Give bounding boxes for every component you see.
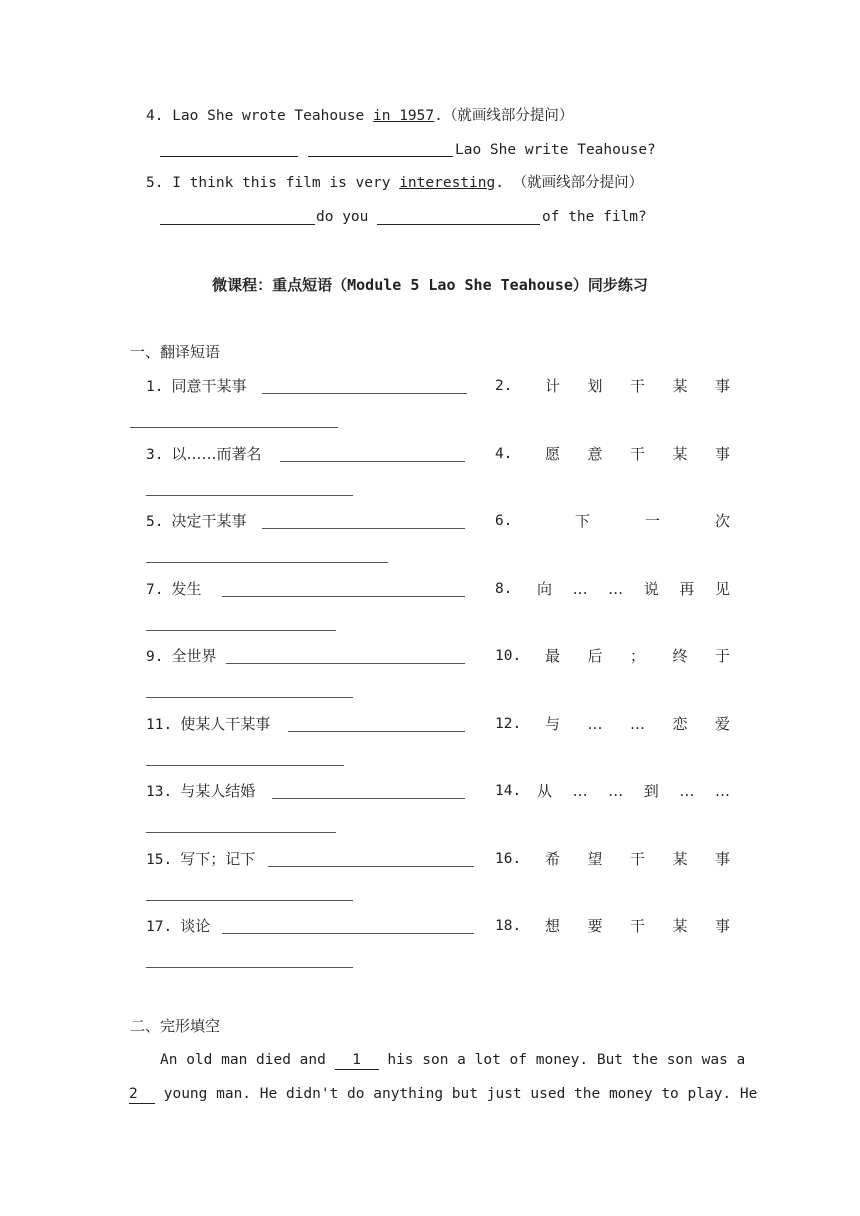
phrase-item-left	[146, 444, 261, 465]
answer-tail: Lao She write Teahouse?	[455, 142, 656, 158]
phrase-char: 恋	[672, 714, 688, 733]
phrase-item-right	[537, 781, 730, 801]
phrase-number: 14.	[495, 783, 522, 799]
phrase-char: 终	[672, 647, 688, 665]
section-title: 微课程：重点短语（Module 5 Lao She Teahouse）同步练习	[212, 276, 648, 294]
question-punct: .	[434, 108, 443, 124]
cloze-text: young man. He didn't do anything but just used the money to play. He	[155, 1086, 758, 1102]
phrase-char: 爱	[714, 714, 730, 733]
phrase-item-right	[545, 916, 730, 936]
phrase-number: 9.	[146, 649, 164, 665]
phrase-number: 1.	[146, 379, 164, 395]
phrase-char: 某	[672, 444, 688, 463]
answer-tail: of the film?	[542, 209, 647, 225]
phrase-item-right	[545, 646, 730, 666]
phrase-number: 2.	[495, 378, 513, 394]
answer-mid: do you	[316, 209, 369, 225]
phrase-char: 愿	[545, 444, 561, 463]
phrase-number: 13.	[146, 784, 173, 800]
answer-line[interactable]	[288, 731, 465, 732]
phrase-char: 干	[629, 444, 645, 463]
phrase-char: 某	[672, 377, 688, 395]
question-text: Lao She wrote Teahouse	[172, 108, 373, 124]
phrase-char: 次	[714, 512, 730, 530]
phrase-char: 到	[643, 782, 659, 800]
phrase-item-right	[545, 444, 730, 464]
phrase-char: 干	[629, 917, 645, 935]
instruction: （就画线部分提问）	[512, 175, 644, 191]
phrase-char: …	[608, 782, 624, 800]
answer-line[interactable]	[130, 427, 338, 428]
phrase-text: 决定干某事	[171, 512, 247, 530]
instruction: （就画线部分提问）	[442, 108, 574, 124]
phrase-char: 说	[643, 579, 659, 598]
phrase-number: 7.	[146, 581, 164, 598]
answer-line[interactable]	[146, 900, 353, 901]
phrase-char: 某	[672, 917, 688, 935]
phrase-char: …	[572, 579, 588, 598]
question-5	[146, 173, 643, 193]
phrase-char: 干	[629, 377, 645, 395]
answer-line[interactable]	[146, 630, 336, 631]
phrase-char: 事	[714, 377, 730, 395]
question-number: 4.	[146, 108, 164, 124]
phrase-char: 干	[629, 849, 645, 868]
cloze-line-1	[160, 1050, 745, 1070]
phrase-char: 一	[644, 512, 660, 530]
answer-line[interactable]	[268, 866, 474, 867]
phrase-item-right	[537, 579, 730, 599]
phrase-char: …	[629, 714, 645, 733]
cloze-text: An old man died and	[160, 1052, 335, 1068]
phrase-number: 3.	[146, 446, 164, 463]
phrase-number: 18.	[495, 918, 522, 934]
answer-line[interactable]	[146, 697, 353, 698]
phrase-item-left	[146, 781, 255, 802]
phrase-char: 最	[545, 647, 561, 665]
phrase-number: 10.	[495, 648, 522, 664]
phrase-char: …	[587, 714, 603, 733]
answer-line[interactable]	[146, 765, 344, 766]
answer-blank[interactable]	[308, 156, 453, 157]
phrase-char: …	[715, 782, 730, 800]
phrase-number: 17.	[146, 919, 173, 935]
answer-line[interactable]	[146, 562, 388, 563]
phrase-number: 6.	[495, 513, 513, 529]
phrase-text: 发生	[171, 579, 202, 598]
phrase-item-left	[146, 511, 246, 532]
answer-line[interactable]	[272, 798, 465, 799]
phrase-char: 意	[587, 444, 603, 463]
phrase-item-left	[146, 376, 246, 397]
phrase-text: 同意干某事	[171, 377, 247, 395]
answer-line[interactable]	[222, 933, 474, 934]
answer-line[interactable]	[146, 967, 353, 968]
phrase-item-left	[146, 916, 210, 937]
phrase-number: 11.	[146, 716, 173, 733]
phrase-text: 谈论	[180, 917, 211, 935]
phrase-char: 于	[714, 647, 730, 665]
phrase-item-right	[545, 849, 730, 869]
question-number: 5.	[146, 175, 164, 191]
phrase-item-right	[545, 376, 730, 396]
underlined-part: in 1957	[373, 108, 435, 124]
phrase-text: 全世界	[171, 647, 217, 665]
phrase-char: 事	[714, 444, 730, 463]
answer-line[interactable]	[146, 832, 336, 833]
question-punct: .	[495, 175, 504, 191]
cloze-blank-2[interactable]: 2	[129, 1086, 155, 1104]
phrase-item-right	[545, 714, 730, 734]
phrase-char: 向	[537, 579, 553, 598]
phrase-char: 与	[545, 714, 561, 733]
answer-line[interactable]	[280, 461, 465, 462]
phrase-number: 15.	[146, 851, 173, 868]
phrase-item-left	[146, 579, 201, 600]
answer-blank[interactable]	[160, 156, 298, 157]
phrase-char: 划	[587, 377, 603, 395]
phrase-char: …	[572, 782, 588, 800]
phrase-char: 要	[587, 917, 603, 935]
phrase-number: 12.	[495, 715, 522, 732]
phrase-char: 某	[672, 849, 688, 868]
phrase-item-left	[146, 714, 270, 735]
phrase-char: 再	[679, 579, 695, 598]
phrase-char: 希	[545, 849, 561, 868]
phrase-char: 想	[545, 917, 561, 935]
phrase-text: 使某人干某事	[180, 714, 271, 733]
phrase-char: 事	[714, 917, 730, 935]
phrase-char: 下	[575, 512, 591, 530]
part1-heading: 一、翻译短语	[130, 343, 221, 361]
answer-blank[interactable]	[377, 224, 540, 225]
phrase-item-right	[575, 511, 730, 531]
cloze-text: his son a lot of money. But the son was a	[378, 1052, 746, 1068]
phrase-char: ；	[629, 647, 645, 665]
phrase-char: …	[679, 782, 695, 800]
phrase-text: 与某人结婚	[180, 782, 256, 800]
phrase-number: 8.	[495, 580, 513, 597]
phrase-char: 见	[714, 579, 730, 598]
cloze-blank-1[interactable]: 1	[335, 1052, 379, 1070]
cloze-line-2	[129, 1084, 757, 1104]
answer-line[interactable]	[226, 663, 465, 664]
answer-blank[interactable]	[160, 224, 315, 225]
answer-line[interactable]	[262, 528, 465, 529]
question-4	[146, 106, 573, 126]
phrase-char: 后	[587, 647, 603, 665]
phrase-char: 望	[587, 849, 603, 868]
phrase-number: 16.	[495, 850, 522, 867]
phrase-item-left	[146, 646, 216, 667]
answer-line[interactable]	[262, 393, 467, 394]
phrase-char: 计	[545, 377, 561, 395]
phrase-text: 写下；记下	[180, 849, 256, 868]
part2-heading: 二、完形填空	[130, 1017, 221, 1035]
phrase-number: 4.	[495, 445, 513, 462]
phrase-text: 以……而著名	[171, 444, 262, 463]
phrase-char: 事	[714, 849, 730, 868]
answer-line[interactable]	[146, 495, 353, 496]
phrase-number: 5.	[146, 514, 164, 530]
phrase-item-left	[146, 849, 255, 870]
phrase-char: …	[608, 579, 624, 598]
question-text: I think this film is very	[172, 175, 400, 191]
answer-line[interactable]	[222, 596, 465, 597]
phrase-char: 从	[537, 782, 553, 800]
underlined-part: interesting	[399, 175, 496, 191]
